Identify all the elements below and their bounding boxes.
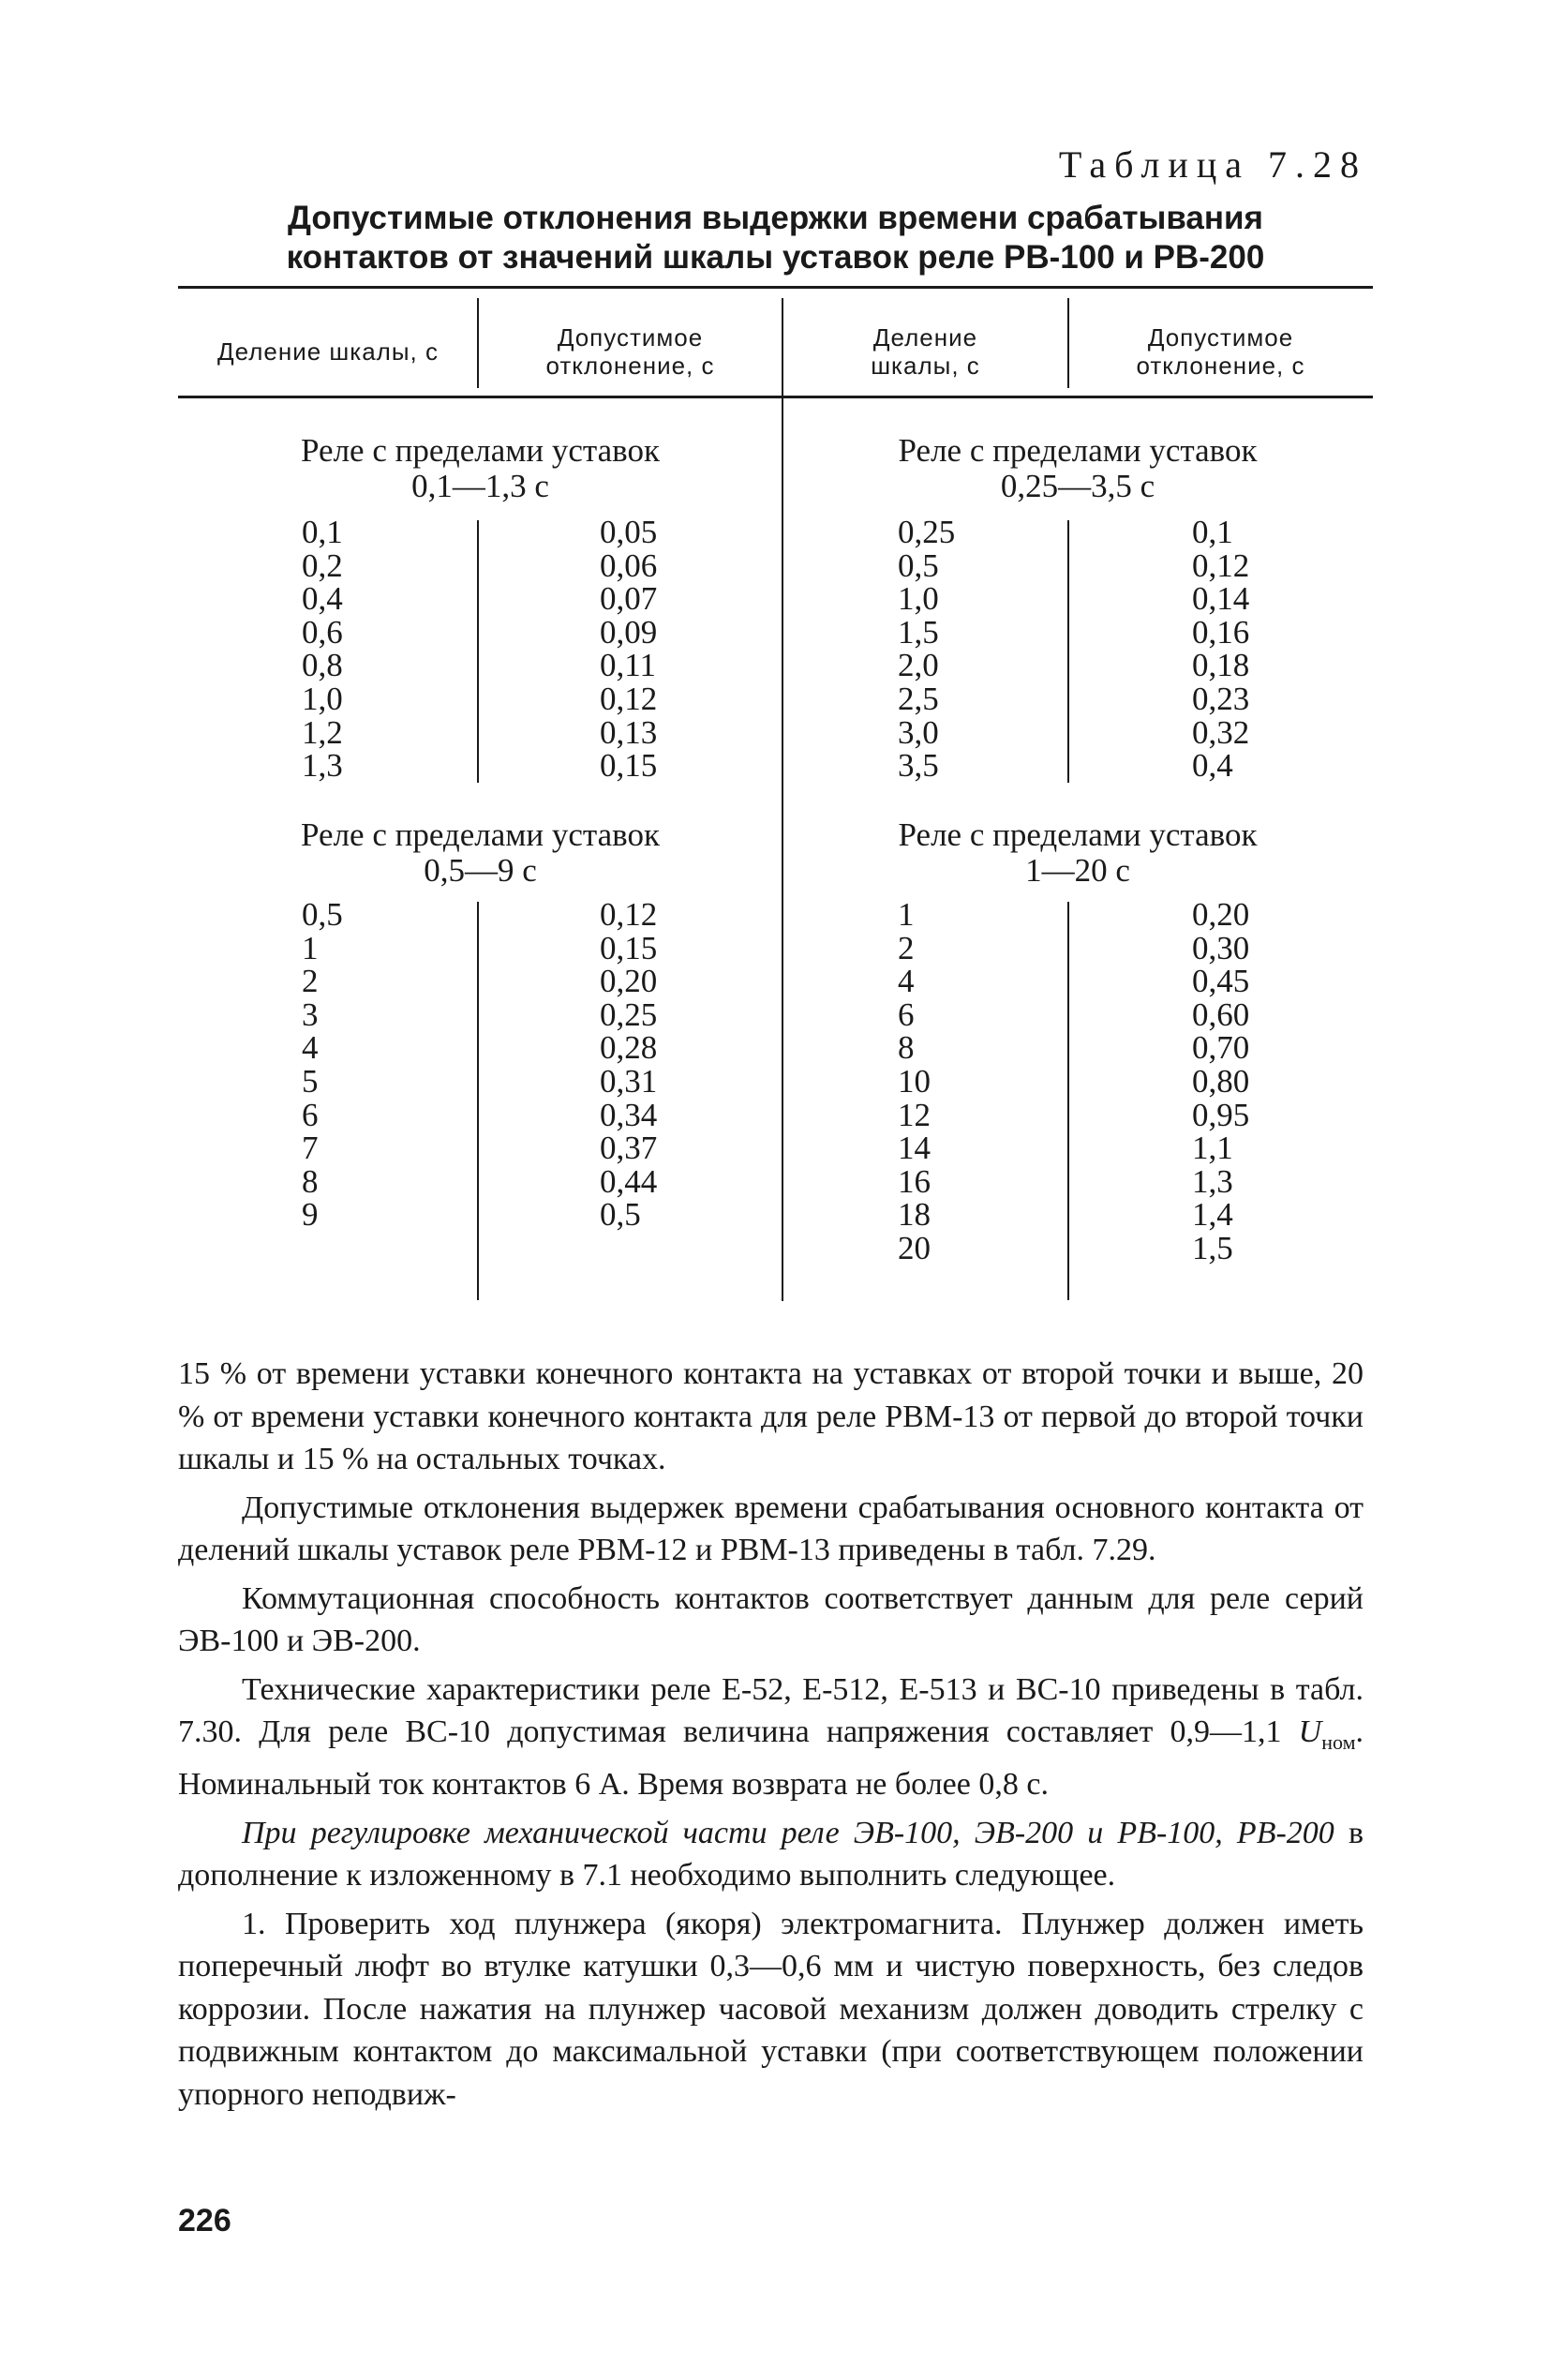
table-cell: 0,05 bbox=[600, 514, 658, 550]
table-cell: 0,34 bbox=[600, 1096, 658, 1133]
table-cell: 0,32 bbox=[1192, 713, 1250, 751]
group-title: Реле с пределами уставок 0,1—1,3 с bbox=[301, 432, 660, 504]
table-cell: 0,23 bbox=[1192, 680, 1250, 717]
group-title: Реле с пределами уставок 1—20 с bbox=[898, 816, 1258, 889]
table-cell: 1 bbox=[898, 896, 915, 933]
table-cell: 0,8 bbox=[302, 647, 343, 684]
table-cell: 0,5 bbox=[898, 546, 939, 584]
table-top-rule bbox=[178, 286, 1373, 289]
table-header-rule bbox=[178, 396, 1373, 398]
table-cell: 0,4 bbox=[302, 580, 343, 618]
table-cell: 18 bbox=[898, 1196, 931, 1234]
header-allowed-deviation: Допустимое отклонение, с bbox=[545, 323, 715, 380]
table-cell: 5 bbox=[302, 1062, 319, 1100]
paragraph: Коммутационная способность контактов соответствует данным для реле серий ЭВ-100 и ЭВ-200. bbox=[178, 1580, 1364, 1658]
table-cell: 1,0 bbox=[302, 680, 343, 717]
paragraph: 1. Проверить ход плунжера (якоря) электромагнита. Плунжер должен иметь поперечный люфт во втулке катушки 0,3—0,6 мм и чистую поверхность, без следов коррозии. После нажатия на плунжер часовой механизм должен доводить стрелку с подвижным контактом до максимальной уставки (при соответствующем положении упорного неподвиж- bbox=[178, 1906, 1364, 2112]
table-number: Таблица 7.28 bbox=[1058, 143, 1367, 186]
table-cell: 0,16 bbox=[1192, 613, 1250, 651]
table-cell: 0,25 bbox=[898, 514, 956, 550]
scale-column bbox=[302, 516, 343, 783]
table-cell: 2,0 bbox=[898, 647, 939, 684]
table-cell: 0,11 bbox=[600, 647, 656, 684]
table-cell: 0,25 bbox=[600, 995, 658, 1033]
table-cell: 0,28 bbox=[600, 1029, 658, 1067]
table-cell: 0,15 bbox=[600, 929, 658, 966]
scale-column bbox=[898, 516, 955, 783]
table-cell: 12 bbox=[898, 1096, 931, 1133]
table-cell: 16 bbox=[898, 1162, 931, 1200]
header-scale-division: Деление шкалы, с bbox=[217, 337, 439, 366]
table-cell: 0,12 bbox=[600, 896, 658, 933]
table-cell: 6 bbox=[302, 1096, 319, 1133]
table-cell: 14 bbox=[898, 1130, 931, 1167]
table-cell: 0,44 bbox=[600, 1162, 658, 1200]
table-cell: 0,4 bbox=[1192, 747, 1233, 785]
table-cell: 0,12 bbox=[1192, 546, 1250, 584]
table-cell: 2 bbox=[302, 963, 319, 1000]
table-title-line: Допустимые отклонения выдержки времени срабатывания bbox=[288, 200, 1263, 236]
table-cell: 0,18 bbox=[1192, 647, 1250, 684]
inner-divider bbox=[477, 902, 479, 1300]
table-cell: 3 bbox=[302, 995, 319, 1033]
table-cell: 0,70 bbox=[1192, 1029, 1250, 1067]
table-title-line: контактов от значений шкалы уставок реле РВ-100 и РВ-200 bbox=[286, 239, 1265, 276]
table-cell: 1,3 bbox=[302, 747, 343, 785]
table-cell: 0,6 bbox=[302, 613, 343, 651]
inner-divider bbox=[1067, 520, 1069, 783]
table-cell: 20 bbox=[898, 1229, 931, 1266]
table-cell: 7 bbox=[302, 1130, 319, 1167]
inner-divider bbox=[1067, 902, 1069, 1300]
table-cell: 0,80 bbox=[1192, 1062, 1250, 1100]
group-title: Реле с пределами уставок 0,5—9 с bbox=[301, 816, 660, 889]
deviation-column bbox=[600, 516, 657, 783]
table-cell: 0,5 bbox=[600, 1196, 641, 1234]
table-cell: 0,45 bbox=[1192, 963, 1250, 1000]
table-cell: 0,09 bbox=[600, 613, 658, 651]
paragraph: При регулировке механической части реле ЭВ-100, ЭВ-200 и РВ-100, РВ-200 в дополнение к изложенному в 7.1 необходимо выполнить следующее. bbox=[178, 1815, 1364, 1894]
group-title: Реле с пределами уставок 0,25—3,5 с bbox=[898, 432, 1258, 504]
table-cell: 0,30 bbox=[1192, 929, 1250, 966]
table-cell: 0,1 bbox=[1192, 514, 1233, 550]
table-title bbox=[178, 199, 1373, 277]
table-cell: 0,14 bbox=[1192, 580, 1250, 618]
table-cell: 1,5 bbox=[898, 613, 939, 651]
table-cell: 0,2 bbox=[302, 546, 343, 584]
table-cell: 0,1 bbox=[302, 514, 343, 550]
scale-column bbox=[898, 898, 931, 1265]
table-cell: 1 bbox=[302, 929, 319, 966]
body-text bbox=[178, 1353, 1364, 2121]
table-cell: 0,15 bbox=[600, 747, 658, 785]
table-cell: 4 bbox=[302, 1029, 319, 1067]
table-cell: 0,06 bbox=[600, 546, 658, 584]
table-cell: 1,1 bbox=[1192, 1130, 1233, 1167]
paragraph: Технические характеристики реле Е-52, Е-512, Е-513 и ВС-10 приведены в табл. 7.30. Для реле ВС-10 допустимая величина напряжения составляет 0,9—1,1 $U_{ном}$. Номинальный ток контактов 6 А. Время возврата не более 0,8 с. bbox=[178, 1671, 1364, 1803]
table-cell: 0,12 bbox=[600, 680, 658, 717]
table-cell: 0,07 bbox=[600, 580, 658, 618]
table-cell: 9 bbox=[302, 1196, 319, 1234]
table-cell: 0,31 bbox=[600, 1062, 658, 1100]
page-number: 226 bbox=[178, 2203, 231, 2238]
table-cell: 4 bbox=[898, 963, 915, 1000]
table-cell: 1,3 bbox=[1192, 1162, 1233, 1200]
table-cell: 10 bbox=[898, 1062, 931, 1100]
table-cell: 0,37 bbox=[600, 1130, 658, 1167]
table-cell: 0,20 bbox=[600, 963, 658, 1000]
table-cell: 1,0 bbox=[898, 580, 939, 618]
table-cell: 8 bbox=[302, 1162, 319, 1200]
table-cell: 2 bbox=[898, 929, 915, 966]
paragraph: Допустимые отклонения выдержек времени срабатывания основного контакта от делений шкалы уставок реле РВМ-12 и РВМ-13 приведены в табл. 7.29. bbox=[178, 1489, 1364, 1567]
table-cell: 0,95 bbox=[1192, 1096, 1250, 1133]
table-cell: 0,5 bbox=[302, 896, 343, 933]
scale-column bbox=[302, 898, 343, 1232]
header-scale-division: Деление шкалы, с bbox=[871, 323, 980, 380]
table-cell: 1,4 bbox=[1192, 1196, 1233, 1234]
deviation-column bbox=[1192, 898, 1249, 1265]
table-cell: 0,20 bbox=[1192, 896, 1250, 933]
paragraph: 15 % от времени уставки конечного контакта на уставках от второй точки и выше, 20 % от времени уставки конечного контакта для реле РВМ-13 от первой до второй точки шкалы и 15 % на остальных точках. bbox=[178, 1356, 1364, 1476]
table-cell: 6 bbox=[898, 995, 915, 1033]
table-cell: 0,60 bbox=[1192, 995, 1250, 1033]
table-cell: 0,13 bbox=[600, 713, 658, 751]
deviation-column bbox=[600, 898, 657, 1232]
deviation-column bbox=[1192, 516, 1249, 783]
header-allowed-deviation: Допустимое отклонение, с bbox=[1136, 323, 1305, 380]
table-cell: 3,5 bbox=[898, 747, 939, 785]
table-cell: 2,5 bbox=[898, 680, 939, 717]
inner-divider bbox=[477, 520, 479, 783]
table-cell: 3,0 bbox=[898, 713, 939, 751]
table-cell: 1,2 bbox=[302, 713, 343, 751]
table-cell: 1,5 bbox=[1192, 1229, 1233, 1266]
table-cell: 8 bbox=[898, 1029, 915, 1067]
